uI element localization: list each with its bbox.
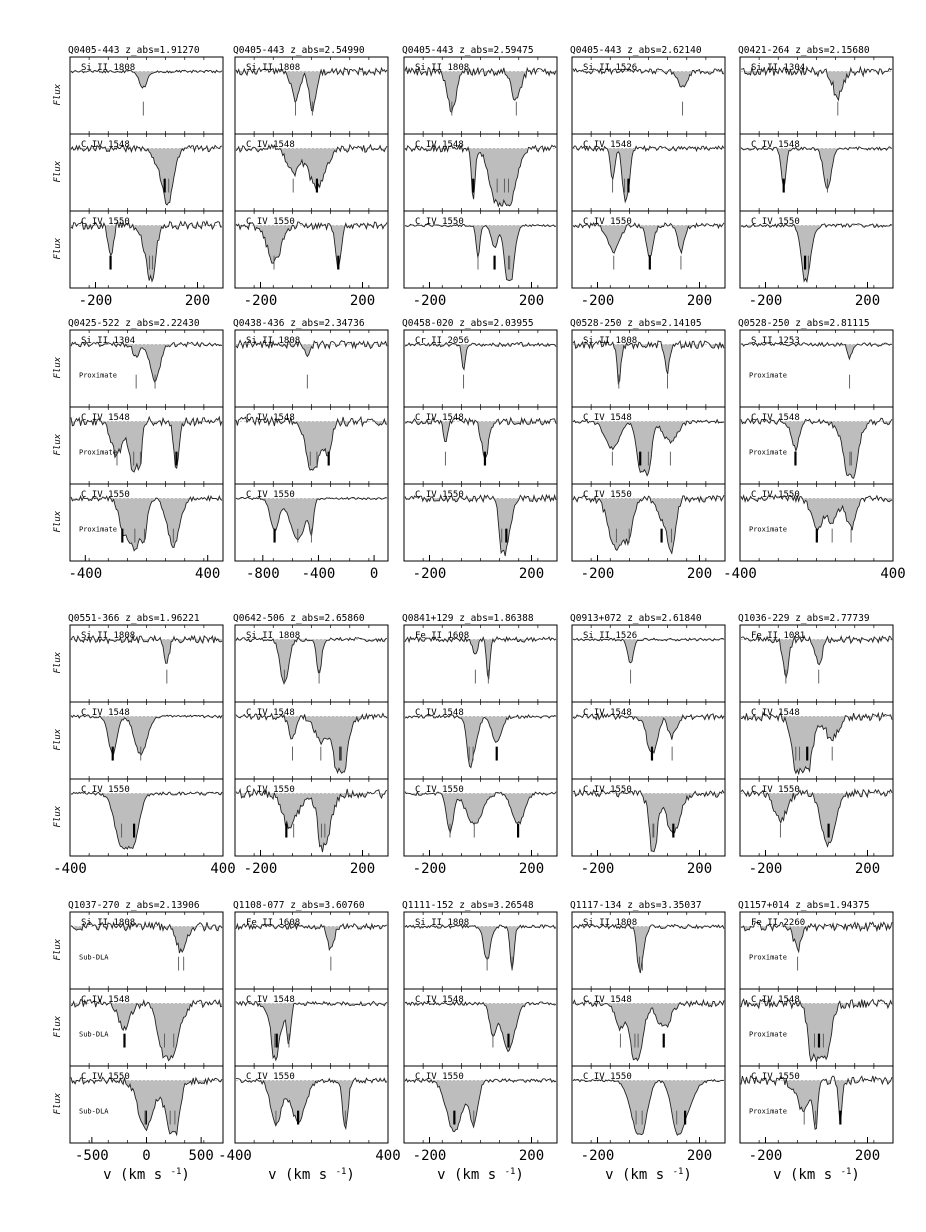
spectrum-panel: [572, 1066, 725, 1143]
spectrum-panel: [235, 989, 388, 1066]
x-tick-label: 400: [210, 861, 236, 877]
spectrum-trace: [405, 495, 556, 556]
ion-label: C IV 1548: [751, 413, 800, 423]
x-tick-label: -400: [218, 1148, 252, 1164]
spectrum-trace: [236, 1001, 387, 1060]
spectrum-panel: [572, 625, 725, 702]
ion-label: C IV 1548: [246, 140, 295, 150]
spectrum-trace: [405, 1002, 556, 1052]
panel-note: Proximate: [749, 1030, 787, 1039]
x-axis-label: v (km s $^{-1}$): [773, 1167, 860, 1183]
spectrum-panel: [572, 407, 725, 484]
absorption-shade: [741, 72, 892, 101]
ion-label: Si II 1808: [81, 631, 136, 641]
x-tick-label: 200: [854, 861, 881, 877]
system-title: Q0438-436 z_abs=2.34736: [233, 318, 365, 329]
spectrum-panel: [404, 702, 557, 779]
spectrum-panel: [53, 912, 223, 989]
spectrum-trace: [236, 714, 387, 774]
spectrum-panel: [572, 330, 725, 407]
absorption-shade: [236, 794, 387, 853]
absorption-shade: [573, 345, 724, 384]
absorption-shade: [405, 640, 556, 680]
ion-label: C IV 1548: [81, 413, 130, 423]
x-tick-label: -200: [580, 566, 615, 582]
x-tick-label: -200: [243, 861, 278, 877]
spectrum-panel: [235, 211, 388, 288]
system-block: [53, 318, 223, 582]
spectrum-panel: [53, 484, 223, 561]
ion-label: Fe II 1608: [415, 631, 470, 641]
spectrum-panel: [740, 211, 893, 288]
system-title: Q0458-020 z_abs=2.03955: [402, 318, 534, 329]
y-axis-label: Flux: [53, 356, 63, 379]
spectrum-panel: [404, 1066, 557, 1143]
ion-label: C IV 1548: [81, 995, 130, 1005]
x-axis-label: v (km s $^{-1}$): [268, 1167, 355, 1183]
spectrum-panel: [740, 625, 893, 702]
spectrum-panel: [53, 211, 223, 288]
x-tick-label: -200: [748, 861, 783, 877]
spectrum-panel: [572, 134, 725, 211]
y-axis-label: Flux: [53, 1092, 63, 1115]
x-axis-label: v (km s $^{-1}$): [103, 1167, 190, 1183]
absorption-shade: [405, 927, 556, 971]
spectrum-panel: [53, 407, 223, 484]
spectrum-panel: [572, 989, 725, 1066]
system-title: Q1111-152 z_abs=3.26548: [402, 900, 534, 911]
ion-label: S II 1253: [751, 336, 800, 346]
system-title: Q1037-270 z_abs=2.13906: [68, 900, 200, 911]
x-tick-label: 400: [375, 1148, 401, 1164]
x-tick-label: -200: [580, 861, 615, 877]
system-title: Q0405-443 z_abs=2.54990: [233, 45, 365, 56]
panel-note: Proximate: [79, 448, 117, 457]
spectrum-trace: [71, 417, 222, 472]
ion-label: C IV 1550: [583, 1072, 632, 1082]
absorption-shade: [741, 149, 892, 190]
x-axis-label: v (km s $^{-1}$): [605, 1167, 692, 1183]
absorption-shade: [405, 1081, 556, 1132]
y-axis-label: Flux: [53, 651, 63, 674]
ion-label: C IV 1550: [246, 785, 295, 795]
absorption-shade: [405, 1004, 556, 1052]
x-tick-label: -800: [245, 566, 280, 582]
ion-label: C IV 1548: [751, 140, 800, 150]
spectrum-panel: [235, 625, 388, 702]
spectrum-trace: [573, 638, 724, 663]
x-tick-label: 200: [686, 293, 713, 309]
absorption-shade: [236, 717, 387, 774]
spectrum-trace: [741, 224, 892, 282]
system-block: [570, 900, 725, 1183]
ion-label: C IV 1548: [246, 708, 295, 718]
panel-note: Proximate: [749, 953, 787, 962]
absorption-shade: [405, 72, 556, 113]
spectrum-panel: [572, 211, 725, 288]
x-tick-label: 200: [686, 1148, 713, 1164]
spectrum-trace: [405, 67, 556, 112]
ion-label: Si II 1808: [246, 63, 301, 73]
spectrum-panel: [572, 57, 725, 134]
system-block: [402, 613, 557, 877]
absorption-shade: [573, 226, 724, 256]
system-block: [402, 45, 557, 309]
ion-label: C IV 1550: [415, 1072, 464, 1082]
spectrum-panel: [740, 779, 893, 856]
spectrum-panel: [404, 779, 557, 856]
spectrum-panel: [235, 407, 388, 484]
absorption-shade: [405, 794, 556, 833]
panel-note: Sub-DLA: [79, 953, 109, 962]
panel-note: Proximate: [749, 1107, 787, 1116]
absorption-shade: [71, 640, 222, 664]
spectrum-panel: [740, 912, 893, 989]
ion-label: Si II 1808: [415, 63, 470, 73]
absorption-shade: [236, 422, 387, 471]
ion-label: C IV 1550: [751, 490, 800, 500]
spectrum-trace: [573, 341, 724, 384]
spectrum-panel: [740, 57, 893, 134]
system-title: Q1157+014 z_abs=1.94375: [738, 900, 870, 911]
ion-label: C IV 1550: [81, 1072, 130, 1082]
x-tick-label: 200: [184, 293, 211, 309]
system-title: Q0642-506 z_abs=2.65860: [233, 613, 365, 624]
ion-label: C IV 1548: [583, 995, 632, 1005]
spectrum-panel: [235, 57, 388, 134]
x-tick-label: -400: [68, 566, 103, 582]
absorption-shade: [236, 149, 387, 192]
spectrum-panel: [404, 134, 557, 211]
x-tick-label: -200: [748, 1148, 783, 1164]
spectrum-panel: [235, 702, 388, 779]
spectrum-panel: [404, 912, 557, 989]
y-axis-label: Flux: [53, 160, 63, 183]
x-tick-label: 400: [880, 566, 906, 582]
spectrum-trace: [405, 925, 556, 970]
x-tick-label: 0: [369, 566, 379, 582]
absorption-shade: [405, 149, 556, 207]
spectrum-panel: [572, 912, 725, 989]
system-title: Q0841+129 z_abs=1.86388: [402, 613, 534, 624]
ion-label: C IV 1548: [415, 708, 464, 718]
system-block: [738, 900, 893, 1183]
absorption-shade: [573, 422, 724, 476]
spectrum-panel: [404, 211, 557, 288]
absorption-shade: [71, 72, 222, 89]
absorption-shade: [741, 226, 892, 282]
absorption-shade: [573, 499, 724, 554]
spectrum-trace: [405, 637, 556, 679]
spectrum-trace: [236, 222, 387, 268]
ion-label: C IV 1550: [751, 785, 800, 795]
absorption-shade: [573, 927, 724, 974]
spectrum-trace: [236, 638, 387, 684]
x-tick-label: 200: [686, 566, 713, 582]
absorption-shade: [741, 717, 892, 774]
spectrum-panel: [235, 484, 388, 561]
absorption-shade: [236, 640, 387, 684]
system-block: [738, 45, 893, 309]
ion-label: C IV 1550: [81, 785, 130, 795]
absorption-shade: [405, 226, 556, 281]
y-axis-label: Flux: [53, 83, 63, 106]
ion-label: C IV 1550: [415, 217, 464, 227]
spectrum-panel: [53, 57, 223, 134]
spectrum-panel: [740, 407, 893, 484]
spectrum-trace: [741, 147, 892, 190]
spectrum-panel: [740, 989, 893, 1066]
panel-note: Proximate: [79, 525, 117, 534]
spectrum-panel: [740, 330, 893, 407]
ion-label: C IV 1550: [415, 490, 464, 500]
ion-label: C IV 1548: [583, 140, 632, 150]
ion-label: C IV 1548: [583, 708, 632, 718]
ion-label: C IV 1550: [81, 490, 130, 500]
system-block: [233, 45, 388, 309]
x-tick-label: -200: [580, 1148, 615, 1164]
system-block: [570, 45, 725, 309]
x-tick-label: 200: [349, 861, 376, 877]
ion-label: C IV 1548: [246, 413, 295, 423]
system-block: [53, 45, 223, 309]
spectrum-panel: [235, 134, 388, 211]
panel-note: Sub-DLA: [79, 1107, 109, 1116]
spectrum-trace: [573, 146, 724, 202]
spectrum-panel: [235, 330, 388, 407]
system-title: Q0425-522 z_abs=2.22430: [68, 318, 200, 329]
ion-label: C IV 1548: [583, 413, 632, 423]
x-tick-label: -500: [74, 1148, 109, 1164]
x-tick-label: -200: [412, 861, 447, 877]
x-tick-label: -200: [78, 293, 113, 309]
spectrum-panel: [740, 1066, 893, 1143]
ion-label: Si II 1526: [583, 63, 638, 73]
ion-label: C IV 1550: [583, 490, 632, 500]
x-tick-label: -200: [243, 293, 278, 309]
ion-label: C IV 1550: [246, 1072, 295, 1082]
spectrum-panel: [53, 625, 223, 702]
x-tick-label: -200: [412, 293, 447, 309]
ion-label: C IV 1548: [246, 995, 295, 1005]
spectrum-panel: [235, 1066, 388, 1143]
spectrum-panel: [235, 912, 388, 989]
spectrum-panel: [740, 702, 893, 779]
ion-label: Si II 1808: [81, 63, 136, 73]
x-tick-label: -200: [412, 1148, 447, 1164]
absorption-shade: [573, 1004, 724, 1061]
spectrum-panel: [53, 1066, 223, 1143]
spectrum-trace: [236, 789, 387, 852]
panel-note: Proximate: [749, 371, 787, 380]
ion-label: Si II 1304: [751, 63, 806, 73]
absorption-shade: [71, 422, 222, 473]
spectrum-panel: [572, 779, 725, 856]
absorption-shade: [236, 1004, 387, 1061]
system-title: Q0405-443 z_abs=2.59475: [402, 45, 534, 56]
ion-label: Cr II 2056: [415, 336, 470, 346]
system-title: Q0913+072 z_abs=2.61840: [570, 613, 702, 624]
spectrum-trace: [405, 342, 556, 369]
y-axis-label: Flux: [53, 938, 63, 961]
system-title: Q0405-443 z_abs=2.62140: [570, 45, 702, 56]
system-block: [402, 318, 557, 582]
y-axis-label: Flux: [53, 728, 63, 751]
ion-label: Si II 1808: [415, 918, 470, 928]
system-title: Q0528-250 z_abs=2.14105: [570, 318, 702, 329]
ion-label: Si II 1808: [246, 631, 301, 641]
spectrum-panel: [740, 484, 893, 561]
absorption-shade: [71, 226, 222, 282]
spectrum-panel: [53, 330, 223, 407]
x-tick-label: 200: [518, 566, 545, 582]
y-axis-label: Flux: [53, 237, 63, 260]
ion-label: Si II 1808: [246, 336, 301, 346]
spectrum-panel: [572, 702, 725, 779]
x-tick-label: -400: [301, 566, 336, 582]
system-title: Q0528-250 z_abs=2.81115: [738, 318, 870, 329]
spectrum-panel: [235, 779, 388, 856]
x-axis-label: v (km s $^{-1}$): [437, 1167, 524, 1183]
absorption-shade: [236, 226, 387, 268]
ion-label: Si II 1304: [81, 336, 136, 346]
spectrum-trace: [71, 145, 222, 205]
ion-label: Fe II 1608: [246, 918, 301, 928]
absorption-shade: [405, 499, 556, 557]
x-tick-label: -200: [412, 566, 447, 582]
spectrum-panel: [404, 625, 557, 702]
ion-label: C IV 1550: [751, 1072, 800, 1082]
spectrum-panel: [53, 702, 223, 779]
system-block: [723, 318, 906, 582]
ion-label: C IV 1550: [246, 490, 295, 500]
ion-label: Si II 1808: [583, 918, 638, 928]
y-axis-label: Flux: [53, 1015, 63, 1038]
system-block: [570, 613, 725, 877]
system-block: [570, 318, 725, 582]
ion-label: Fe II 1081: [751, 631, 806, 641]
spectrum-panel: [53, 134, 223, 211]
absorption-shade: [236, 72, 387, 112]
ion-label: C IV 1550: [751, 217, 800, 227]
x-tick-label: 200: [686, 861, 713, 877]
y-axis-label: Flux: [53, 805, 63, 828]
ion-label: C IV 1548: [81, 708, 130, 718]
x-tick-label: 200: [518, 1148, 545, 1164]
x-tick-label: 400: [195, 566, 221, 582]
absorption-shade: [573, 149, 724, 202]
panel-note: Proximate: [79, 371, 117, 380]
panel-note: Sub-DLA: [79, 1030, 109, 1039]
absorption-shade: [741, 345, 892, 360]
absorption-shade: [71, 927, 222, 954]
system-title: Q0405-443 z_abs=1.91270: [68, 45, 200, 56]
system-title: Q1117-134 z_abs=3.35037: [570, 900, 702, 911]
x-tick-label: 200: [518, 293, 545, 309]
spectrum-panel: [572, 484, 725, 561]
absorption-shade: [236, 927, 387, 950]
spectrum-trace: [71, 792, 222, 849]
absorption-shade: [573, 72, 724, 88]
spectrum-panel: [404, 407, 557, 484]
system-block: [218, 900, 401, 1183]
spectrum-panel: [404, 330, 557, 407]
spectrum-panel: [404, 57, 557, 134]
absorption-shade: [405, 345, 556, 370]
spectrum-trace: [573, 924, 724, 973]
absorption-shade: [573, 640, 724, 663]
x-tick-label: 200: [854, 1148, 881, 1164]
ion-label: C IV 1548: [415, 140, 464, 150]
spectrum-panel: [404, 989, 557, 1066]
absorption-shade: [71, 794, 222, 850]
ion-label: C IV 1550: [246, 217, 295, 227]
y-axis-label: Flux: [53, 510, 63, 533]
x-tick-label: -200: [580, 293, 615, 309]
system-title: Q1108-077 z_abs=3.60760: [233, 900, 365, 911]
x-tick-label: 500: [188, 1148, 214, 1164]
spectrum-trace: [573, 495, 724, 553]
spectrum-trace: [405, 145, 556, 206]
spectrum-panel: [740, 134, 893, 211]
system-title: Q0551-366 z_abs=1.96221: [68, 613, 200, 624]
y-axis-label: Flux: [53, 433, 63, 456]
ion-label: C IV 1548: [415, 995, 464, 1005]
system-title: Q0421-264 z_abs=2.15680: [738, 45, 870, 56]
ion-label: Si II 1808: [81, 918, 136, 928]
ion-label: C IV 1550: [81, 217, 130, 227]
ion-label: C IV 1550: [583, 217, 632, 227]
x-tick-label: 200: [518, 861, 545, 877]
x-tick-label: 200: [349, 293, 376, 309]
system-block: [53, 613, 236, 877]
spectrum-panel: [53, 779, 223, 856]
ion-label: C IV 1550: [415, 785, 464, 795]
panel-note: Proximate: [749, 525, 787, 534]
ion-label: C IV 1548: [415, 413, 464, 423]
ion-label: Si II 1808: [583, 336, 638, 346]
ion-label: C IV 1548: [751, 708, 800, 718]
system-block: [233, 613, 388, 877]
system-block: [402, 900, 557, 1183]
spectrum-panel: [404, 484, 557, 561]
ion-label: C IV 1548: [751, 995, 800, 1005]
panel-note: Proximate: [749, 448, 787, 457]
absorption-shade: [741, 794, 892, 847]
absorption-shade: [71, 149, 222, 205]
ion-label: Fe II 2260: [751, 918, 806, 928]
ion-label: C IV 1550: [583, 785, 632, 795]
ion-label: Si II 1526: [583, 631, 638, 641]
x-tick-label: -400: [723, 566, 757, 582]
x-tick-label: -200: [748, 293, 783, 309]
x-tick-label: 0: [142, 1148, 151, 1164]
system-title: Q1036-229 z_abs=2.77739: [738, 613, 870, 624]
system-block: [53, 900, 223, 1183]
absorption-shade: [71, 717, 222, 756]
spectrum-panel: [53, 989, 223, 1066]
system-block: [738, 613, 893, 877]
x-tick-label: -400: [53, 861, 87, 877]
ion-label: C IV 1548: [81, 140, 130, 150]
system-block: [233, 318, 388, 582]
x-tick-label: 200: [854, 293, 881, 309]
